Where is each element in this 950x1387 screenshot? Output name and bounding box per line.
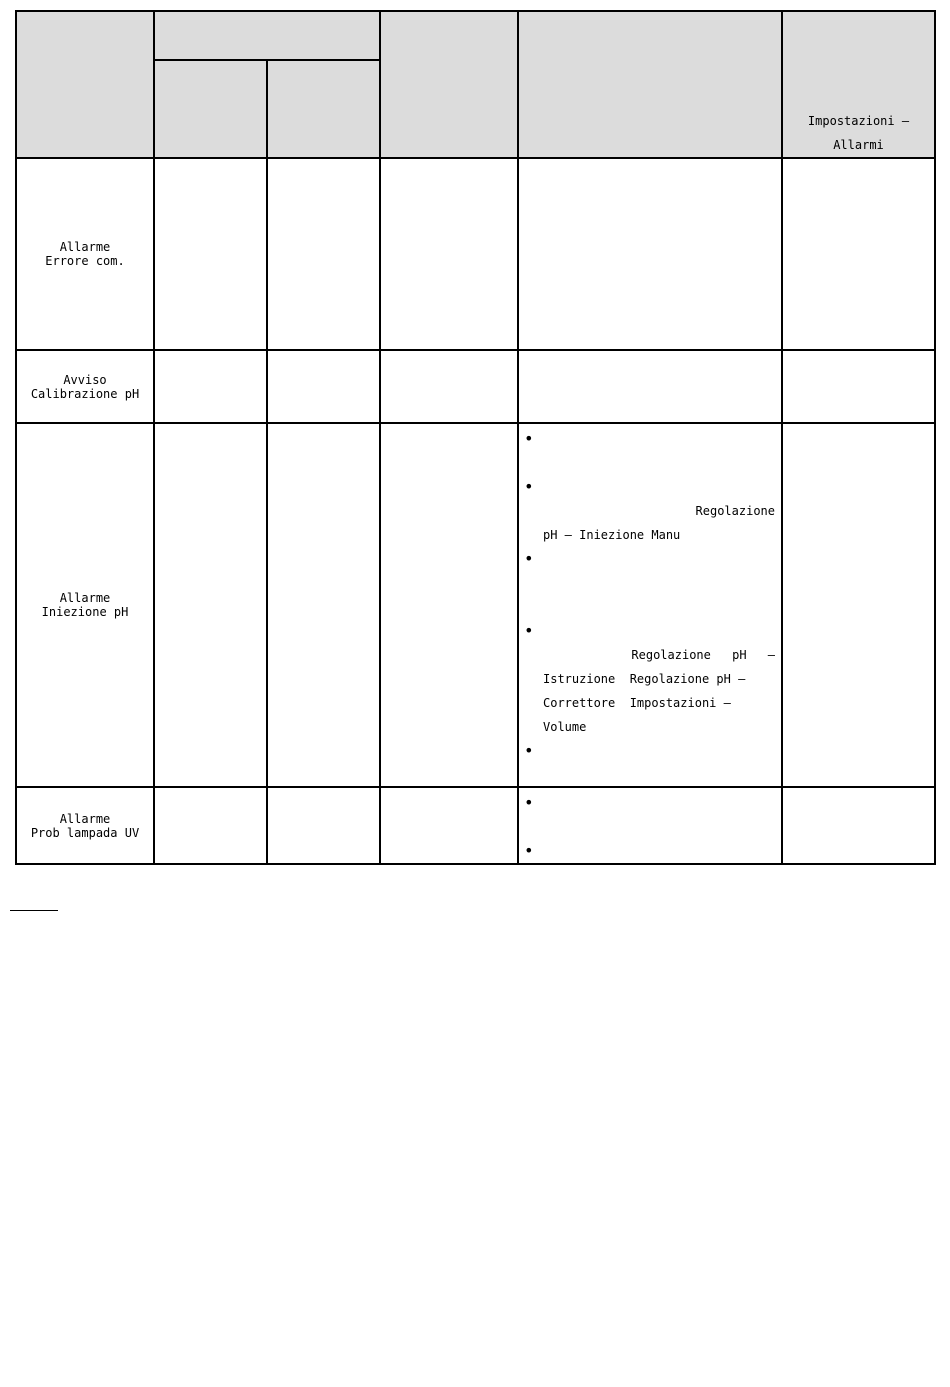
row-label-line2: Prob lampada UV (30, 825, 140, 840)
header-row-1 (16, 11, 935, 60)
header-cell-settings (782, 11, 935, 158)
table-cell (380, 158, 518, 350)
table-cell (518, 787, 782, 864)
alarms-table (15, 10, 936, 865)
table-cell (154, 423, 267, 787)
table-cell (154, 350, 267, 423)
table-cell (154, 787, 267, 864)
table-cell (380, 787, 518, 864)
header-cell-col4 (380, 11, 518, 158)
table-cell (518, 423, 782, 787)
bullet-list (519, 788, 781, 863)
table-cell (267, 423, 380, 787)
header-cell-group (154, 11, 380, 60)
bullet-text-line: pH – Iniezione Manu (543, 528, 681, 542)
header-subcell-2 (267, 60, 380, 158)
row-label (16, 423, 154, 787)
table-cell (380, 350, 518, 423)
list-item (519, 619, 781, 739)
table-cell (380, 423, 518, 787)
table-cell (782, 158, 935, 350)
table-cell (267, 350, 380, 423)
table-cell (518, 158, 782, 350)
header-settings-label: Impostazioni – Allarmi (807, 114, 910, 152)
table-cell (518, 350, 782, 423)
list-item (519, 547, 781, 619)
row-label-line1: Avviso (63, 372, 107, 387)
row-label (16, 158, 154, 350)
list-item (519, 475, 781, 547)
row-label-line2: Calibrazione pH (30, 386, 140, 401)
row-label-line1: Allarme (59, 811, 111, 826)
table-row (16, 787, 935, 864)
table-cell (267, 158, 380, 350)
list-item (519, 739, 781, 763)
bullet-text-line: • Regolazione pH – (631, 648, 775, 662)
row-label (16, 787, 154, 864)
list-item (519, 427, 781, 475)
header-subcell-1 (154, 60, 267, 158)
bullet-list (519, 424, 781, 763)
table-row (16, 158, 935, 350)
row-label-line2: Iniezione pH (41, 605, 129, 619)
bullet-text-line: • Regolazione (695, 504, 775, 518)
table-cell (782, 423, 935, 787)
bullet-text-line: Volume (543, 720, 587, 734)
list-item (519, 839, 781, 863)
row-label (16, 350, 154, 423)
header-cell-col5 (518, 11, 782, 158)
table-row (16, 350, 935, 423)
row-label-line1: Allarme (59, 240, 111, 254)
table-cell (782, 787, 935, 864)
table-cell (154, 158, 267, 350)
bullet-text-line: Istruzione Regolazione pH – (543, 672, 746, 686)
row-label-line2: Errore com. (45, 254, 125, 268)
table-cell (782, 350, 935, 423)
bullet-text-line: Correttore Impostazioni – (543, 696, 731, 710)
row-label-line1: Allarme (59, 591, 111, 605)
header-cell-alarm (16, 11, 154, 158)
table-cell (267, 787, 380, 864)
table-row (16, 423, 935, 787)
footnote-rule (10, 910, 58, 911)
list-item (519, 791, 781, 839)
